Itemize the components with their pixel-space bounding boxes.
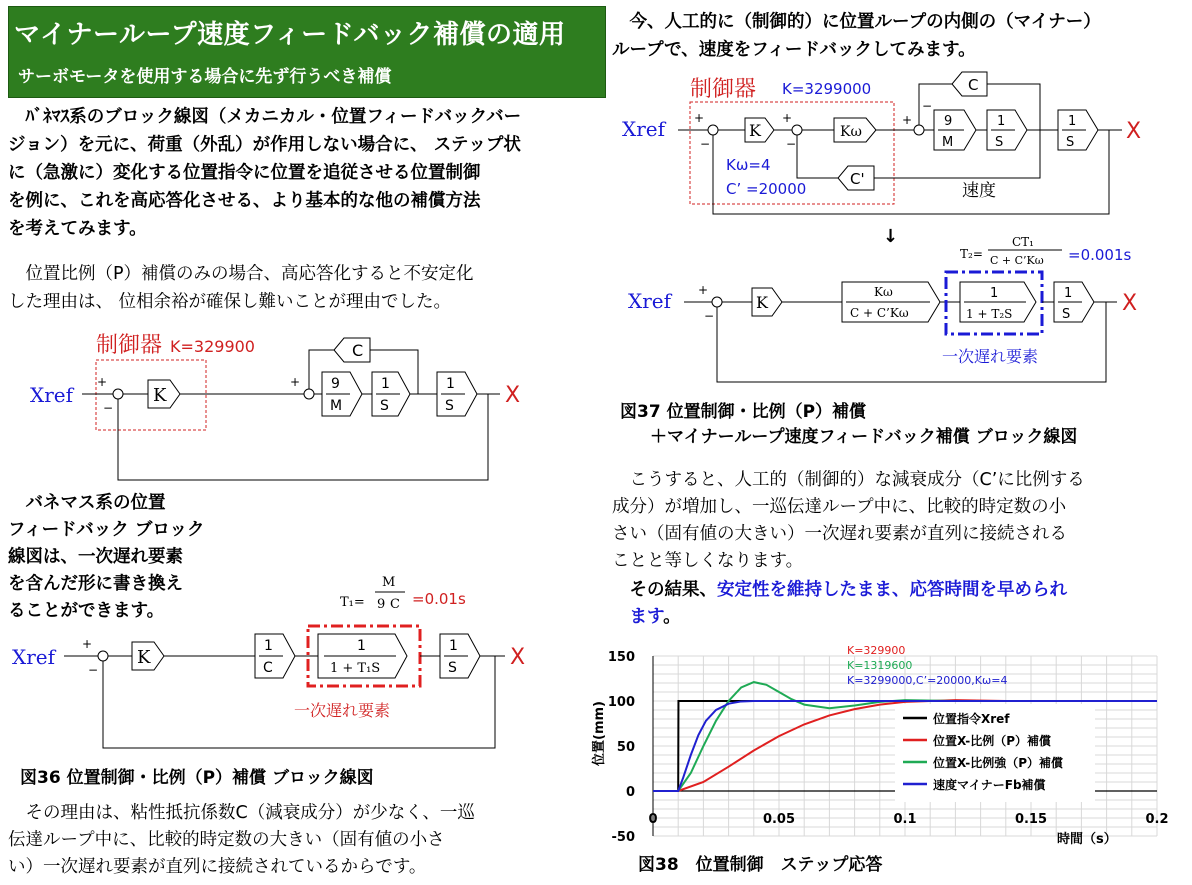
sum-junction — [113, 389, 123, 399]
t1-num: M — [382, 575, 396, 590]
text-line: ﾊﾞﾈﾏｽ系のブロック線図（メカニカル・位置フィードバックバー — [8, 107, 522, 127]
text-line: バネマス系の位置 — [8, 493, 166, 513]
sum-junction — [712, 297, 722, 307]
text-line — [612, 577, 1192, 604]
right-result — [612, 467, 1192, 575]
one-text: 1 — [997, 114, 1006, 129]
plus-sign: + — [698, 283, 709, 297]
y-tick-label: 0 — [625, 785, 635, 800]
x-output: X — [505, 383, 521, 408]
minus-sign: − — [88, 663, 99, 677]
one-text: 1 — [1068, 114, 1077, 129]
s-text: S — [448, 660, 457, 676]
text-line: ることができます。 — [8, 601, 165, 621]
conclusion-suffix: 。 — [663, 607, 681, 627]
sum-junction — [792, 125, 802, 135]
plus-sign: + — [902, 113, 913, 127]
left-p-reason — [8, 260, 608, 316]
xref-label: Xref — [30, 383, 74, 407]
text-line: ジョン）を元に、荷重（外乱）が作用しない場合に、 ステップ状 — [8, 135, 521, 155]
text-line: した理由は、 位相余裕が確保し難いことが理由でした。 — [8, 292, 452, 312]
plus-sign: + — [82, 637, 93, 651]
block-diagram-left-2 — [0, 570, 600, 760]
y-tick-label: 100 — [607, 695, 635, 710]
xref-label: Xref — [12, 645, 56, 669]
x-axis-label: 時間（s） — [1057, 832, 1117, 847]
one-text: 1 — [990, 286, 999, 301]
m-text: M — [330, 398, 343, 414]
speed-label: 速度 — [962, 181, 996, 201]
text-line: 伝達ループ中に、比較的時定数の大きい（固有値の小さ — [8, 830, 445, 850]
chart-annotation: K=329900 — [847, 644, 906, 657]
legend-entry: 位置X-比例（P）補償 — [933, 734, 1052, 748]
minus-sign: − — [700, 137, 711, 151]
sum-junction — [98, 651, 108, 661]
y-tick-label: 150 — [607, 650, 635, 665]
one-text: 1 — [264, 638, 273, 654]
s-text: S — [995, 135, 1004, 150]
text-line: ことと等しくなります。 — [612, 551, 804, 571]
k-text: K — [137, 647, 151, 668]
block-diagram-right-2 — [612, 232, 1192, 392]
right-intro — [612, 8, 1192, 64]
one-text: 1 — [449, 638, 458, 654]
figure-37-caption-line2: ＋マイナーループ速度フィードバック補償 ブロック線図 — [650, 427, 1078, 447]
y-tick-label: 50 — [616, 740, 635, 755]
x-output: X — [1122, 291, 1138, 316]
left-intro — [8, 103, 608, 243]
text-line: を例に、これを高応答化させる、より基本的な他の補償方法 — [8, 191, 481, 211]
x-tick-label: 0.2 — [1145, 812, 1169, 827]
sum-junction — [914, 125, 924, 135]
k-text: K — [749, 121, 761, 140]
t1-lhs: T₁= — [340, 595, 365, 610]
minus-sign: − — [786, 137, 797, 151]
text-line: 位置比例（P）補償のみの場合、高応答化すると不安定化 — [8, 264, 474, 284]
right-conclusion — [612, 577, 1192, 631]
plus-sign: + — [782, 111, 793, 125]
s-text: S — [1066, 135, 1075, 150]
x-output: X — [1126, 119, 1142, 144]
text-line: い）一次遅れ要素が直列に接続されているからです。 — [8, 857, 427, 877]
lag-den: 1 + T₂S — [966, 307, 1013, 321]
x-tick-label: 0 — [648, 812, 658, 827]
y-tick-label: -50 — [611, 830, 635, 845]
text-line: こうすると、人工的（制御的）な減衰成分（C’に比例する — [612, 470, 1085, 490]
x-tick-label: 0.05 — [762, 812, 796, 827]
text-line: 今、人工的に（制御的）に位置ループの内側の（マイナー） — [612, 12, 1101, 32]
text-line: を考えてみます。 — [8, 219, 147, 239]
x-tick-label: 0.1 — [893, 812, 917, 827]
block-diagram-right-1 — [612, 66, 1192, 226]
minus-sign: − — [704, 309, 715, 323]
page-title: マイナーループ速度フィードバック補償の適用 — [14, 20, 566, 50]
sum-junction — [304, 389, 314, 399]
k-text: K — [153, 385, 167, 406]
c-text: C — [352, 341, 364, 360]
t1-den-c: C — [390, 597, 400, 612]
lag-label: 一次遅れ要素 — [942, 347, 1039, 366]
figure-36-caption: 図36 位置制御・比例（P）補償 ブロック線図 — [20, 768, 374, 788]
controller-label: 制御器 — [96, 333, 163, 358]
figure-37-caption-line1: 図37 位置制御・比例（P）補償 — [620, 402, 867, 422]
legend-entry: 速度マイナーFb補償 — [933, 778, 1046, 792]
one-text: 1 — [381, 376, 390, 392]
conclusion-prefix: その結果、 — [612, 580, 717, 600]
s-text: S — [445, 398, 454, 414]
c-text: C — [968, 76, 979, 94]
text-line: を含んだ形に書き換え — [8, 574, 183, 594]
cprime-value-label: C’ =20000 — [726, 180, 807, 198]
t2-value: =0.001s — [1068, 246, 1132, 264]
t2-num: CT₁ — [1012, 235, 1034, 249]
step-response-chart — [585, 640, 1185, 850]
minus-sign: − — [103, 401, 114, 415]
text-line: フィードバック ブロック — [8, 520, 205, 540]
sum-junction — [708, 125, 718, 135]
text-line: ループで、速度をフィードバックしてみます。 — [612, 40, 976, 60]
text-line: に（急激に）変化する位置指令に位置を追従させる位置制御 — [8, 163, 481, 183]
page-subtitle: サーボモータを使用する場合に先ず行うべき補償 — [18, 67, 392, 87]
figure-38-caption: 図38 位置制御 ステップ応答 — [638, 855, 883, 875]
y-axis-label: 位置(mm) — [592, 701, 607, 766]
t2-lhs: T₂= — [960, 247, 983, 261]
arrow-down-icon: ↓ — [883, 226, 899, 247]
t2-den: C + C’Kω — [990, 254, 1044, 267]
legend-entry: 位置指令Xref — [933, 712, 1010, 726]
text-line: さい（固有値の大きい）一次遅れ要素が直列に接続される — [612, 524, 1067, 544]
k-value-label: K=3299000 — [782, 80, 872, 98]
t1-den-9: 9 — [377, 597, 386, 612]
lag-label: 一次遅れ要素 — [294, 701, 391, 720]
kw-value-label: Kω=4 — [726, 156, 771, 174]
m-text: M — [942, 135, 954, 150]
left-reason — [8, 800, 608, 881]
s-text: S — [1062, 307, 1071, 322]
k-text: K — [756, 293, 768, 312]
x-tick-label: 0.15 — [1014, 812, 1048, 827]
xref-label: Xref — [622, 117, 666, 141]
text-line: 成分）が増加し、一巡伝達ループ中に、比較的時定数の小 — [612, 497, 1067, 517]
c-prime-text: C' — [850, 170, 865, 188]
text-line: 線図は、一次遅れ要素 — [8, 547, 183, 567]
one-text: 1 — [446, 376, 455, 392]
chart-annotation: K=3299000,C’=20000,Kω=4 — [847, 674, 1008, 687]
plus-sign: + — [290, 375, 301, 389]
x-output: X — [510, 645, 526, 670]
one-text: 1 — [357, 638, 366, 654]
chart-annotation: K=1319600 — [847, 659, 913, 672]
kw-text: Kω — [840, 124, 862, 140]
xref-label: Xref — [628, 289, 672, 313]
conclusion-highlight: ます — [629, 607, 664, 627]
c-text: C — [263, 660, 273, 676]
lag-den: 1 + T₁S — [330, 661, 381, 676]
kw-num: Kω — [874, 285, 893, 299]
s-text: S — [380, 398, 389, 414]
kw-den: C + C’Kω — [850, 306, 909, 320]
one-text: 1 — [1064, 286, 1073, 301]
plus-sign: + — [97, 375, 108, 389]
t1-value: =0.01s — [412, 590, 466, 608]
legend-entry: 位置X-比例強（P）補償 — [933, 756, 1064, 770]
block-diagram-left-1 — [0, 320, 600, 490]
nine-text: 9 — [331, 376, 340, 392]
conclusion-highlight: 安定性を維持したまま、応答時間を早められ — [717, 580, 1067, 600]
nine-text: 9 — [944, 114, 953, 129]
minus-sign: − — [922, 99, 933, 113]
k-value-label: K=329900 — [170, 337, 255, 356]
controller-label: 制御器 — [690, 77, 757, 102]
text-line — [612, 604, 1192, 631]
plus-sign: + — [694, 111, 705, 125]
text-line: その理由は、粘性抵抗係数C（減衰成分）が少なく、一巡 — [8, 803, 475, 823]
